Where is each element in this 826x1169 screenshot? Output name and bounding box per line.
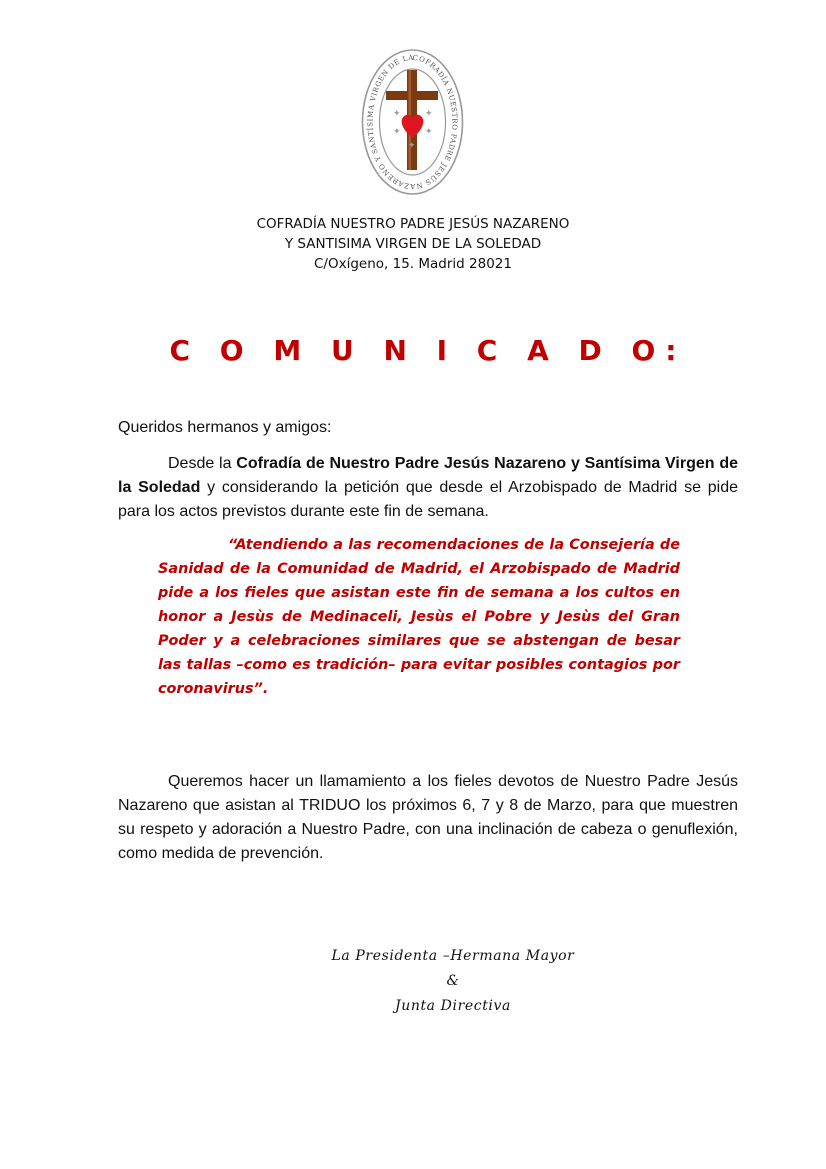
seal-ring-text: COFRADÍA NUESTRO PADRE JESÚS NAZARENO Y SANTÍSIMA VIRGEN DE LA	[366, 53, 459, 191]
document-header	[0, 214, 826, 274]
intro-lead: Desde la	[168, 455, 237, 472]
intro-bold-name: Cofradía de Nuestro Padre Jesús Nazareno y Santísima Virgen de la Soledad	[118, 455, 739, 496]
confraternity-seal-logo	[360, 48, 465, 196]
heart-icon	[402, 115, 424, 138]
quoted-announcement: “Atendiendo a las recomendaciones de la Consejería de Sanidad de la Comunidad de Madrid, el Arzobispado de Madrid pide a los fieles que asistan este fin de semana a los cultos en honor a Jesùs de Medinaceli, Jesùs el Pobre y Jesùs del Gran Poder y a celebraciones similares que se abstengan de besar las tallas –como es tradición– para evitar posibles contagios por coronavirus”.	[158, 537, 680, 697]
greeting-paragraph: Queridos hermanos y amigos:	[118, 419, 332, 436]
header-line-2: Y SANTISIMA VIRGEN DE LA SOLEDAD	[284, 236, 542, 252]
header-line-1: COFRADÍA NUESTRO PADRE JESÚS NAZARENO	[256, 216, 570, 232]
svg-text:✦: ✦	[425, 108, 433, 118]
svg-text:✦: ✦	[408, 140, 416, 150]
svg-text:✦: ✦	[393, 108, 401, 118]
signature-ampersand: &	[446, 973, 460, 989]
header-address: C/Oxígeno, 15. Madrid 28021	[314, 256, 512, 272]
intro-paragraph	[118, 452, 738, 524]
signature-line-1: La Presidenta –Hermana Mayor	[331, 948, 575, 964]
svg-text:✦: ✦	[425, 126, 433, 136]
signature-block	[300, 944, 606, 1019]
page-title: C O M U N I C A D O:	[169, 334, 687, 367]
svg-text:✦: ✦	[393, 126, 401, 136]
call-paragraph: Queremos hacer un llamamiento a los fieles devotos de Nuestro Padre Jesús Nazareno que asistan al TRIDUO los próximos 6, 7 y 8 de Marzo, para que muestren su respeto y adoración a Nuestro Padre, con una inclinación de cabeza o genuflexión, como medida de prevención.	[118, 773, 738, 862]
signature-line-3: Junta Directiva	[395, 998, 511, 1014]
intro-rest: y considerando la petición que desde el Arzobispado de Madrid se pide para los actos previstos durante este fin de semana.	[118, 479, 738, 520]
